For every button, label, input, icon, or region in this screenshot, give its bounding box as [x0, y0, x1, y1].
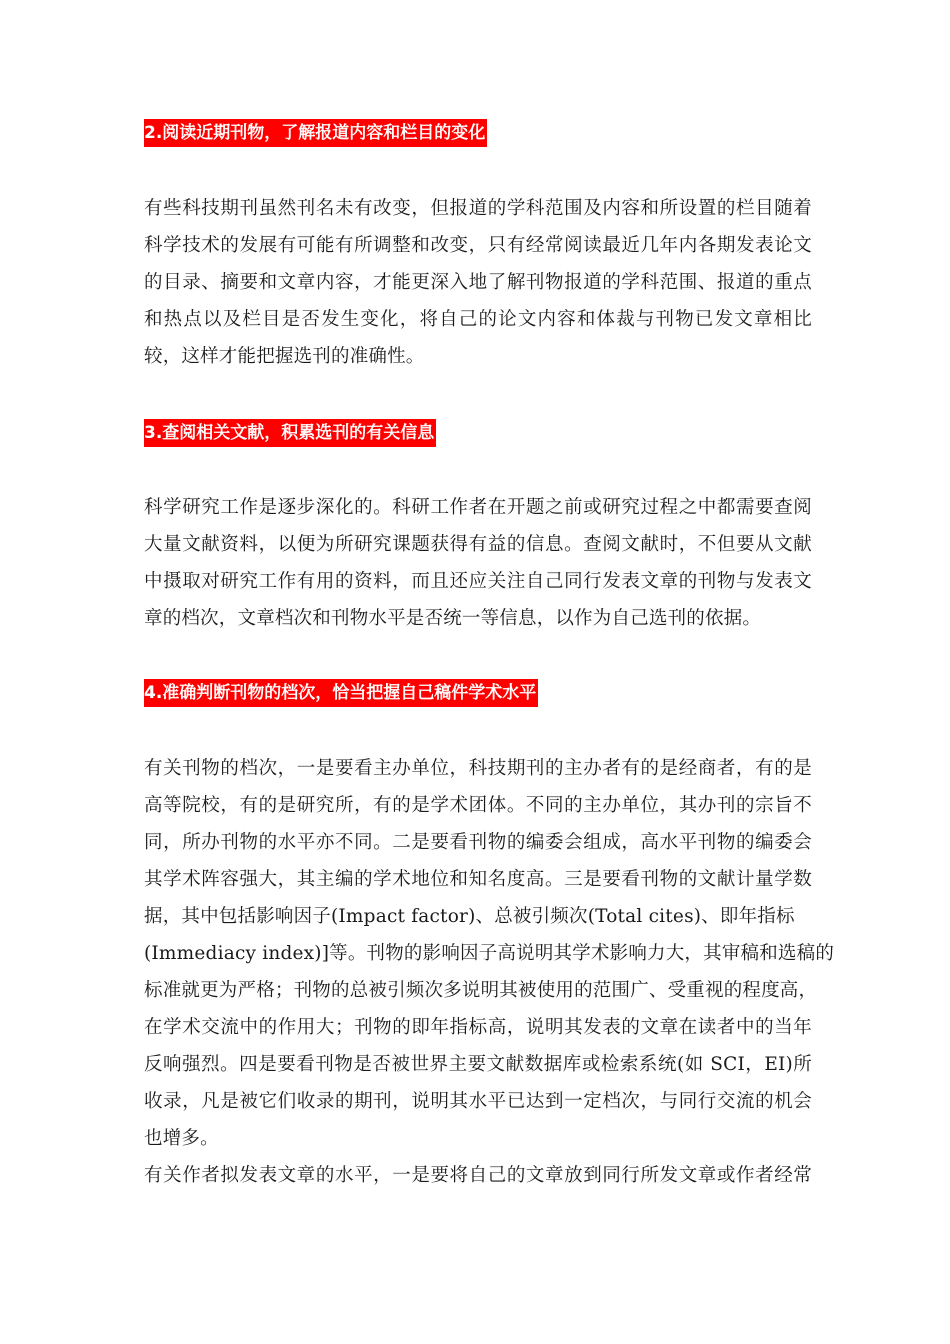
text-line: 有关刊物的档次，一是要看主办单位，科技期刊的主办者有的是经商者，有的是 [144, 758, 812, 779]
section-heading-2: 2.阅读近期刊物，了解报道内容和栏目的变化 [144, 119, 487, 147]
text-line: 和热点以及栏目是否发生变化，将自己的论文内容和体裁与刊物已发文章相比 [144, 309, 812, 330]
text-line: (Immediacy index)]等。刊物的影响因子高说明其学术影响力大，其审稿和选稿的 [144, 943, 835, 964]
section-heading-4: 4.准确判断刊物的档次，恰当把握自己稿件学术水平 [144, 679, 538, 707]
paragraph-section-4 [144, 750, 835, 1194]
text-line: 科学研究工作是逐步深化的。科研工作者在开题之前或研究过程之中都需要查阅 [144, 497, 812, 518]
text-line: 其学术阵容强大，其主编的学术地位和知名度高。三是要看刊物的文献计量学数 [144, 869, 812, 890]
text-line: 也增多。 [144, 1128, 219, 1149]
text-line: 高等院校，有的是研究所，有的是学术团体。不同的主办单位，其办刊的宗旨不 [144, 795, 812, 816]
text-line: 章的档次，文章档次和刊物水平是否统一等信息，以作为自己选刊的依据。 [144, 608, 762, 629]
text-line: 标准就更为严格；刊物的总被引频次多说明其被使用的范围广、受重视的程度高， [144, 980, 818, 1001]
paragraph-section-2 [144, 190, 812, 375]
text-line: 收录，凡是被它们收录的期刊，说明其水平已达到一定档次，与同行交流的机会 [144, 1091, 812, 1112]
text-line: 在学术交流中的作用大；刊物的即年指标高，说明其发表的文章在读者中的当年 [144, 1017, 812, 1038]
text-line: 有些科技期刊虽然刊名未有改变，但报道的学科范围及内容和所设置的栏目随着 [144, 198, 812, 219]
text-line: 中摄取对研究工作有用的资料，而且还应关注自己同行发表文章的刊物与发表文 [144, 571, 812, 592]
text-line: 据，其中包括影响因子(Impact factor)、总被引频次(Total cites)、即年指标 [144, 906, 795, 927]
text-line: 同，所办刊物的水平亦不同。二是要看刊物的编委会组成，高水平刊物的编委会 [144, 832, 812, 853]
text-line: 较，这样才能把握选刊的准确性。 [144, 346, 425, 367]
text-line: 有关作者拟发表文章的水平，一是要将自己的文章放到同行所发文章或作者经常 [144, 1165, 812, 1186]
text-line: 科学技术的发展有可能有所调整和改变，只有经常阅读最近几年内各期发表论文 [144, 235, 812, 256]
text-line: 反响强烈。四是要看刊物是否被世界主要文献数据库或检索系统(如 SCI，EI)所 [144, 1054, 812, 1075]
text-line: 大量文献资料，以便为所研究课题获得有益的信息。查阅文献时，不但要从文献 [144, 534, 812, 555]
section-heading-3: 3.查阅相关文献，积累选刊的有关信息 [144, 419, 436, 447]
paragraph-section-3 [144, 489, 812, 637]
text-line: 的目录、摘要和文章内容，才能更深入地了解刊物报道的学科范围、报道的重点 [144, 272, 812, 293]
